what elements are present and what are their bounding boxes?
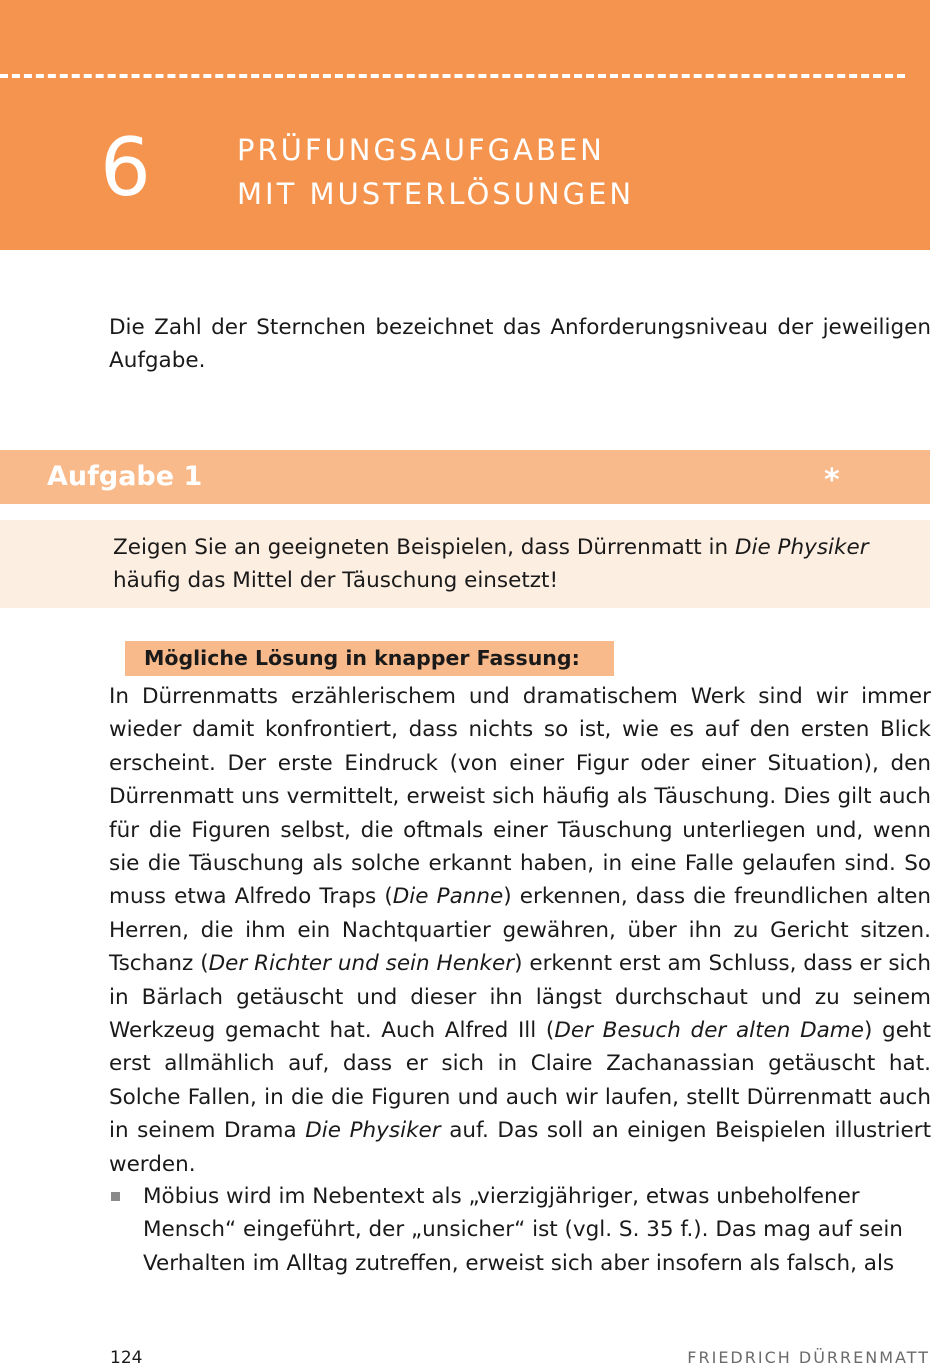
intro-paragraph: Die Zahl der Sternchen bezeichnet das Anforderungsniveau der jeweiligen Aufgabe. [109,315,931,373]
solution-text-5: auf. Das soll an einigen Beispielen illustriert werden. [109,1118,931,1177]
chapter-number: 6 [100,121,151,214]
task-text-after: häufig das Mittel der Täuschung einsetzt! [113,568,559,593]
difficulty-stars: * [824,463,840,498]
solution-paragraph [109,680,931,1181]
solution-label-text: Mögliche Lösung in knapper Fassung: [144,646,580,670]
solution-label [125,641,614,676]
work-title-3: Der Besuch der alten Dame [554,1018,864,1044]
page-number: 124 [110,1348,143,1368]
square-bullet-icon [111,1192,120,1201]
work-title-4: Die Physiker [305,1118,441,1144]
solution-text-1: In Dürrenmatts erzählerischem und dramatischem Werk sind wir immer wieder damit konfrontiert, dass nichts so ist, wie es auf den ersten Blick erscheint. Der erste Eindruck (von einer Figur oder einer Situation), den Dürrenmatt uns vermittelt, erweist sich häufig als Täuschung. Dies gilt auch für die Figuren selbst, die oftmals einer Täuschung unterliegen und, wenn sie die Täuschung als solche erkannt haben, in eine Falle gelaufen sind. So muss etwa Alfredo Traps ( [109,684,931,910]
work-title-2: Der Richter und sein Henker [208,951,515,977]
chapter-title [237,128,634,216]
task-work-title: Die Physiker [734,535,869,560]
task-text-before: Zeigen Sie an geeigneten Beispielen, dass Dürrenmatt in [113,535,735,560]
solution-text-3: ) erkennt erst am Schluss, dass er sich in Bärlach getäuscht und dieser ihn längst durchschaut und zu seinem Werkzeug gemacht hat. Auch Alfred Ill ( [109,951,931,1044]
running-footer: FRIEDRICH DÜRRENMATT [687,1348,930,1367]
chapter-banner [0,0,930,250]
task-title: Aufgabe 1 [47,461,203,492]
solution-text-2: ) erkennen, dass die freundlichen alten Herren, die ihm ein Nachtquartier gewähren, über ihn zu Gericht sitzen. Tschanz ( [109,884,931,977]
work-title-1: Die Panne [392,884,504,910]
task-header [0,450,930,504]
bullet-list [109,1180,931,1280]
solution-text-4: ) geht erst allmählich auf, dass er sich in Claire Zachanassian getäuscht hat. Solche Fallen, in die die Figuren und auch wir laufen, stellt Dürrenmatt auch in seinem Drama [109,1018,931,1144]
list-item [109,1180,931,1280]
task-prompt [113,531,903,597]
chapter-title-line-1: PRÜFUNGSAUFGABEN [237,133,605,167]
task-prompt-box [0,520,930,608]
bullet-text: Möbius wird im Nebentext als „vierzigjähriger, etwas unbeholfener Mensch“ eingeführt, der „unsicher“ ist (vgl. S. 35 f.). Das mag auf sein Verhalten im Alltag zutreffen, erweist sich aber insofern als falsch, als [143,1184,903,1276]
chapter-title-line-2: MIT MUSTERLÖSUNGEN [237,177,635,211]
dashed-divider [0,74,905,78]
